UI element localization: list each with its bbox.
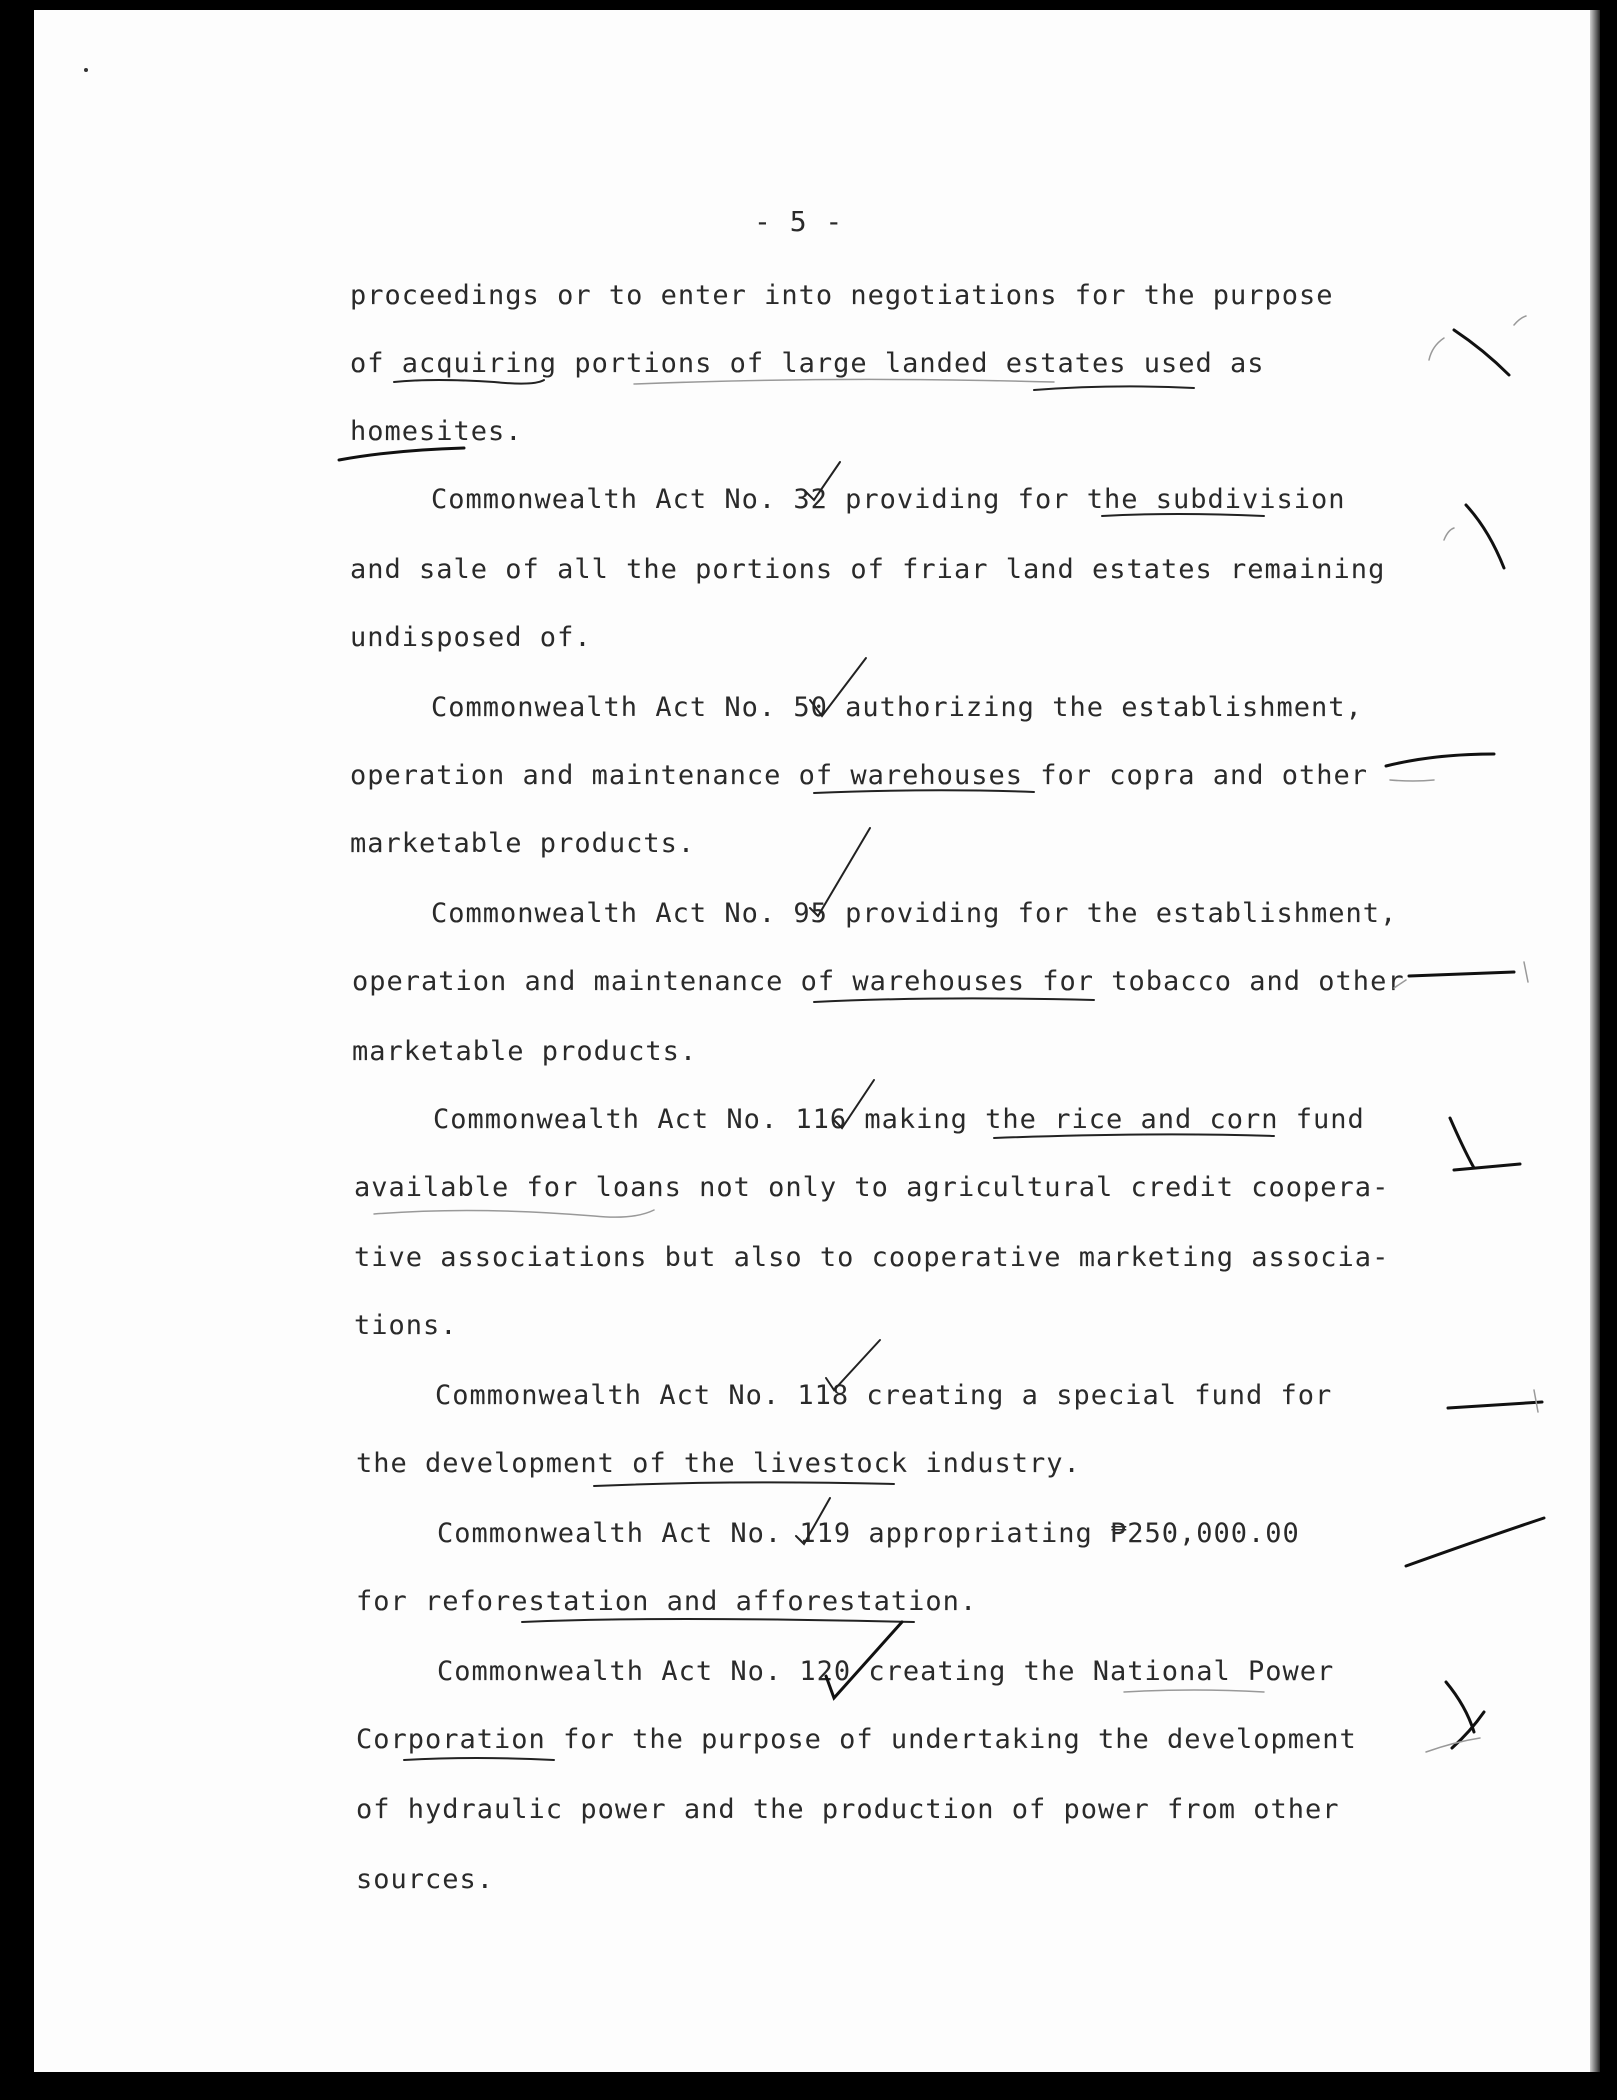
text-line: marketable products. — [350, 828, 696, 859]
text-line: available for loans not only to agricultural credit coopera- — [354, 1172, 1390, 1203]
underline-acquiring — [394, 380, 544, 384]
underline-available — [374, 1210, 654, 1217]
margin-mark — [1450, 1118, 1520, 1170]
margin-mark — [1426, 1738, 1480, 1752]
margin-mark — [1446, 1682, 1484, 1748]
text-line: Commonwealth Act No. 116 making the rice and corn fund — [433, 1104, 1365, 1135]
text-line: proceedings or to enter into negotiations for the purpose — [350, 280, 1334, 311]
text-line: of hydraulic power and the production of power from other — [356, 1794, 1340, 1825]
document-page — [34, 10, 1592, 2072]
margin-mark — [1409, 972, 1514, 976]
underline-livestock — [594, 1482, 894, 1486]
text-line: operation and maintenance of warehouses for copra and other — [350, 760, 1369, 791]
text-line: Commonwealth Act No. 32 providing for the subdivision — [431, 484, 1346, 515]
handwritten-annotations — [34, 10, 1592, 2072]
text-line: Commonwealth Act No. 95 providing for the establishment, — [431, 898, 1398, 929]
underline-national-power — [1124, 1690, 1264, 1692]
text-line: of acquiring portions of large landed estates used as — [350, 348, 1265, 379]
text-line: tive associations but also to cooperative marketing associa- — [354, 1242, 1390, 1273]
stray-dot — [84, 68, 88, 72]
text-line: and sale of all the portions of friar land estates remaining — [350, 554, 1386, 585]
margin-mark — [1448, 1402, 1542, 1408]
margin-mark — [1429, 338, 1444, 360]
underline-corporation — [404, 1758, 554, 1760]
text-line: Commonwealth Act No. 118 creating a special fund for — [435, 1380, 1333, 1411]
text-line: Commonwealth Act No. 50 authorizing the establishment, — [431, 692, 1363, 723]
margin-mark — [1534, 1390, 1538, 1412]
underline-homesites — [339, 448, 464, 460]
text-line: marketable products. — [352, 1036, 698, 1067]
margin-mark — [1386, 754, 1494, 766]
margin-mark — [1454, 330, 1509, 375]
text-line: Corporation for the purpose of undertaking the development — [356, 1724, 1357, 1755]
margin-mark — [1406, 1518, 1544, 1566]
underline-used-as — [1034, 386, 1194, 390]
text-line: homesites. — [350, 416, 523, 447]
margin-mark — [1514, 316, 1526, 325]
underline-warehouses-tobacco — [814, 998, 1094, 1002]
page-number: - 5 - — [754, 205, 844, 238]
underline-reforestation — [522, 1619, 914, 1622]
text-line: Commonwealth Act No. 119 appropriating ₱250,000.00 — [437, 1518, 1300, 1549]
text-line: tions. — [354, 1310, 458, 1341]
underline-landed-estates — [634, 379, 1054, 384]
text-line: for reforestation and afforestation. — [356, 1586, 978, 1617]
margin-mark — [1466, 505, 1504, 568]
text-line: sources. — [356, 1864, 495, 1895]
text-line: operation and maintenance of warehouses for tobacco and other — [352, 966, 1405, 997]
margin-mark — [1390, 780, 1434, 781]
text-line: undisposed of. — [350, 622, 592, 653]
margin-mark — [1524, 962, 1528, 982]
text-line: the development of the livestock industry. — [356, 1448, 1081, 1479]
text-line: Commonwealth Act No. 120 creating the National Power — [437, 1656, 1335, 1687]
page-edge-shadow — [1590, 10, 1600, 2072]
margin-mark — [1444, 528, 1454, 540]
